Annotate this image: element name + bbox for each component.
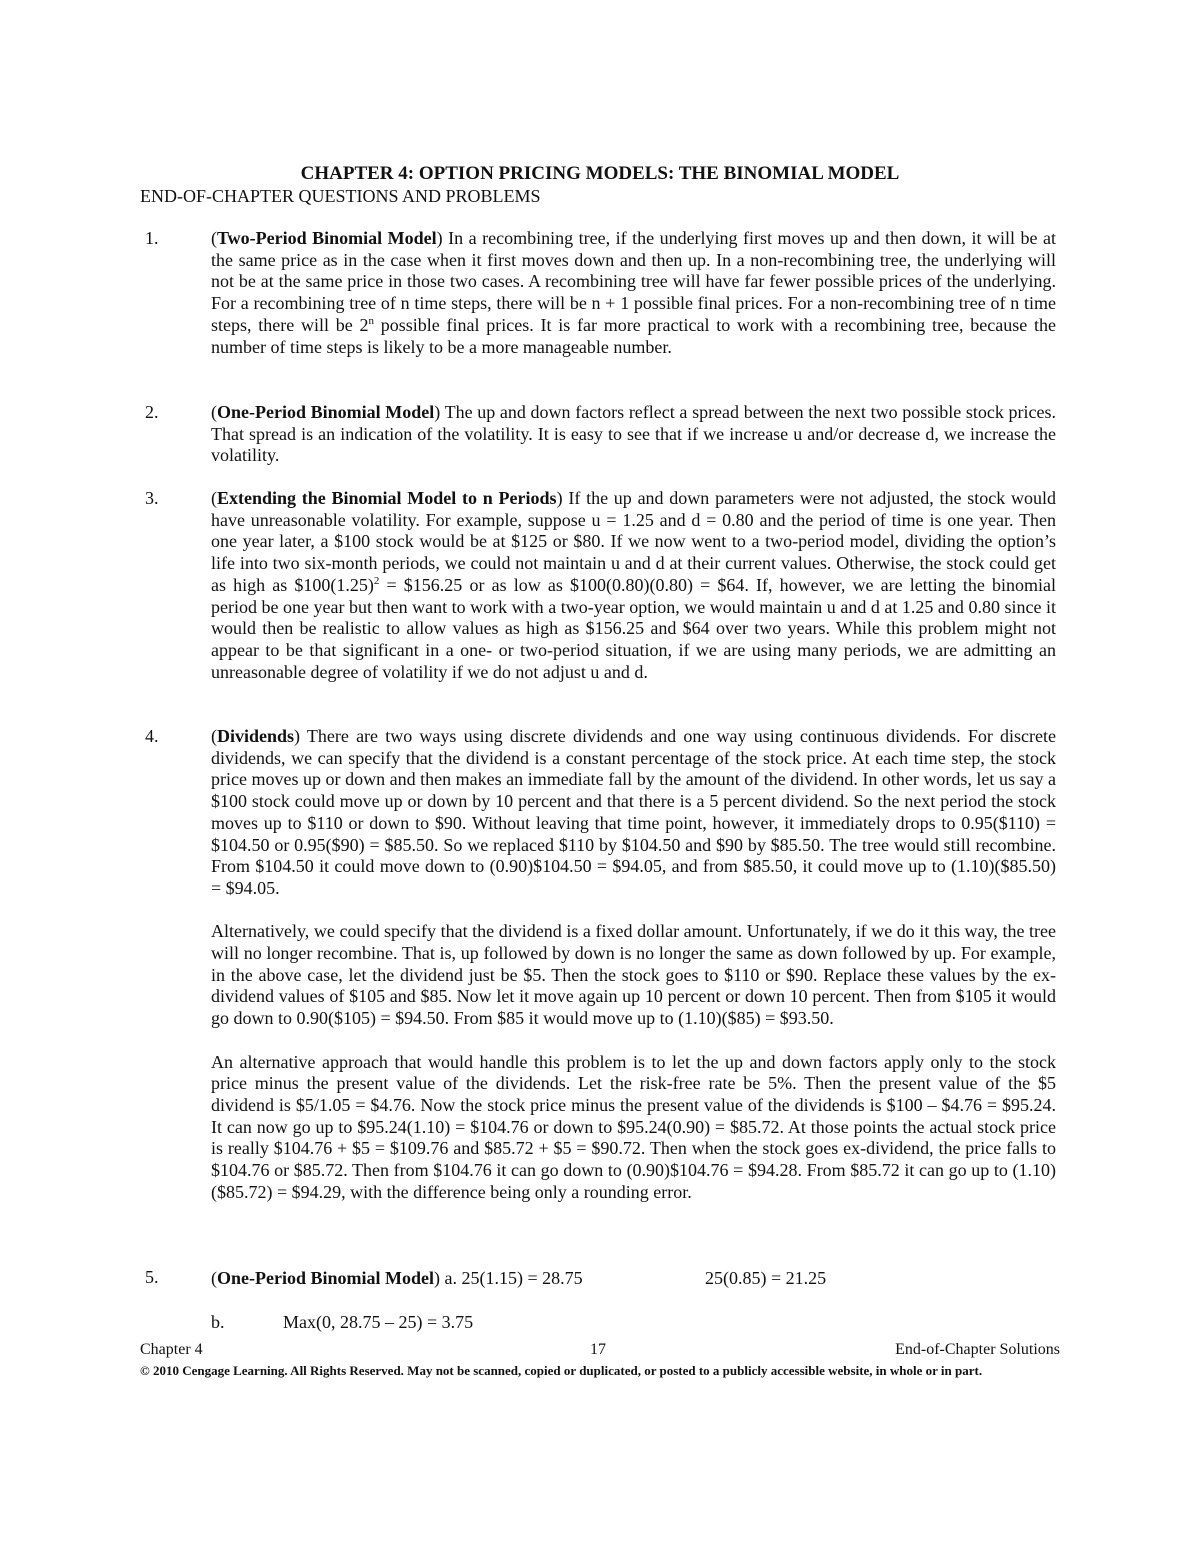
question-heading: One-Period Binomial Model xyxy=(217,1268,434,1288)
question-number: 1. xyxy=(145,228,159,248)
footer-section: End-of-Chapter Solutions xyxy=(895,1341,1060,1358)
question-number: 5. xyxy=(145,1267,159,1287)
answer-text-cont: possible final prices. It is far more practical to work with a recombining tree, because the number of time steps is likely to be a more manageable number. xyxy=(211,314,1056,357)
question-number: 3. xyxy=(145,488,159,508)
question-1 xyxy=(140,228,1060,358)
question-number: 2. xyxy=(145,402,159,422)
question-heading: One-Period Binomial Model xyxy=(217,402,435,422)
calculation: Max(0, 28.75 – 25) = 3.75 xyxy=(283,1312,474,1332)
question-heading: Dividends xyxy=(217,726,295,746)
question-heading: Two-Period Binomial Model xyxy=(217,228,437,248)
question-answer: (Two-Period Binomial Model) In a recombining tree, if the underlying first moves up and then down, it will be at the same price as in the case when it first moves down and then up. In a non-recombining tree, the underlying will not be at the same price in those two cases. A recombining tree will have far fewer possible prices of the underlying. For a recombining tree of n time steps, there will be n + 1 possible final prices. For a non-recombining tree of n time steps, there will be 2$^n$ possible final prices. It is far more practical to work with a recombining tree, because the number of time steps is likely to be a more manageable number. xyxy=(211,228,1056,357)
answer-text-cont: = $156.25 or as low as $100(0.80)(0.80) = $64. If, however, we are letting the binomial period be one year but then want to work with a two-year option, we would maintain u and d at 1.25 and 0.80 since it would then be realistic to allow values as high as $156.25 and $64 over two years. While this problem might not appear to be that significant in a one- or two-period situation, if we are using many periods, we are admitting an unreasonable degree of volatility if we do not adjust u and d. xyxy=(211,574,1056,682)
question-4 xyxy=(140,726,1060,1203)
document-page: CHAPTER 4: OPTION PRICING MODELS: THE BINOMIAL MODEL END-OF-CHAPTER QUESTIONS AND PROBLEMS 1. (Two-Period Binomial Model) In a recombining tree, if the underlying first moves up and then down, it will be at the same price as in the case when it first moves down and then up. In a non-recombining tree, the underlying will not be at the same price in those two cases. A recombining tree will have far fewer possible prices of the underlying. For a recombining tree of n time steps, there will be n + 1 possible final prices. For a non-recombining tree of n time steps, there will be 2$^n$ possible final prices. It is far more practical to work with a recombining tree, because the number of time steps is likely to be a more manageable number. 2. (One-Period Binomial Model) The up and down factors reflect a spread between the next two possible stock prices. That spread is an indication of the volatility. It is easy to see that if we increase u and/or decrease d, we increase the volatility. 3. (Extending the Binomial Model to n Periods) If the up and down parameters were not adjusted, the stock would have unreasonable volatility. For example, suppose u = 1.25 and d = 0.80 and the period of time is one year. Then one year later, a $100 stock would be at $125 or $80. If we now went to a two-period model, dividing the option’s life into two six-month periods, we could not maintain u and d at their current values. Otherwise, the stock could get as high as $\$100(1.25)^2$ = $156.25 or as low as $100(0.80)(0.80) = $64. If, however, we are letting the binomial period be one year but then want to work with a two-year option, we would maintain u and d at 1.25 and 0.80 since it would then be realistic to allow values as high as $156.25 and $64 over two years. While this problem might not appear to be that significant in a one- or two-period situation, if we are using many periods, we are admitting an unreasonable degree of volatility if we do not adjust u and d. 4. (Dividends) There are two ways using discrete dividends and one way using continuous dividends. For discrete dividends, we can specify that the dividend is a constant percentage of the stock price. At each time step, the stock price moves up or down and then makes an immediate fall by the amount of the dividend. In other words, let us say a $100 stock could move up or down by 10 percent and that there is a 5 percent dividend. So the next period the stock moves up to $110 or down to $90. Without leaving that time point, however, it immediately drops to 0.95($110) = $104.50 or 0.95($90) = $85.50. So we replaced $110 by $104.50 and $90 by $85.50. The tree would still recombine. From $104.50 it could move down to (0.90)$104.50 = $94.05, and from $85.50, it could move up to (1.10)($85.50) = $94.05. Alternatively, we could specify that the dividend is a fixed dollar amount. Unfortunately, if we do it this way, the tree will no longer recombine. That is, up followed by down is no longer the same as down followed by up. For example, in the above case, let the dividend just be $5. Then the stock goes to $110 or $90. Replace these values by the ex-dividend values of $105 and $85. Now let it move again up 10 percent or down 10 percent. Then from $105 it would go down to 0.90($105) = $94.50. From $85 it would move up to (1.10)($85) = $93.50. An alternative approach that would handle this problem is to let the up and down factors apply only to the stock price minus the present value of the dividends. Let the risk-free rate be 5%. Then the present value of the $5 dividend is $5/1.05 = $4.76. Now the stock price minus the present value of the dividends is $100 – $4.76 = $95.24. It can now go up to $95.24(1.10) = $104.76 or down to $95.24(0.90) = $85.72. At those points the actual stock price is really $104.76 + $5 = $109.76 and $85.72 + $5 = $90.72. Then when the stock goes ex-dividend, the price falls to $104.76 or $85.72. Then from $104.76 it can go down to (0.90)$104.76 = $94.28. From $85.72 it can go up to (1.10)($85.72) = $94.29, with the difference being only a rounding error. 5. (One-Period Binomial Model) a. 25(1.15) = 28.75 25(0.85) = 21.25 b. Max(0, 28.75 – 25) = 3.75 Chapter 4 17 End-of-Chapter Solutions © 2010 Cengage Learning. All Rights Reserved. May not be scanned, copied or duplicated, or posted to a publicly accessible website, in whole or in part. xyxy=(140,163,1060,1378)
copyright-notice: © 2010 Cengage Learning. All Rights Reserved. May not be scanned, copied or duplicated, or posted to a publicly accessible website, in whole or in part. xyxy=(140,1363,983,1378)
footer-chapter: Chapter 4 xyxy=(140,1341,203,1358)
question-answer: (Extending the Binomial Model to n Periods) If the up and down parameters were not adjusted, the stock would have unreasonable volatility. For example, suppose u = 1.25 and d = 0.80 and the period of time is one year. Then one year later, a $100 stock would be at $125 or $80. If we now went to a two-period model, dividing the option’s life into two six-month periods, we could not maintain u and d at their current values. Otherwise, the stock could get as high as $\$100(1.25)^2$ = $156.25 or as low as $100(0.80)(0.80) = $64. If, however, we are letting the binomial period be one year but then want to work with a two-year option, we would maintain u and d at 1.25 and 0.80 since it would then be realistic to allow values as high as $156.25 and $64 over two years. While this problem might not appear to be that significant in a one- or two-period situation, if we are using many periods, we are admitting an unreasonable degree of volatility if we do not adjust u and d. xyxy=(211,488,1056,682)
chapter-title: CHAPTER 4: OPTION PRICING MODELS: THE BINOMIAL MODEL xyxy=(300,163,900,184)
answer-text: There are two ways using discrete dividends and one way using continuous dividends. For discrete dividends, we can specify that the dividend is a constant percentage of the stock price. At each time step, the stock price moves up or down and then makes an immediate fall by the amount of the dividend. In other words, let us say a $100 stock could move up or down by 10 percent and that there is a 5 percent dividend. So the next period the stock moves up to $110 or down to $90. Without leaving that time point, however, it immediately drops to 0.95($110) = $104.50 or 0.95($90) = $85.50. So we replaced $110 by $104.50 and $90 by $85.50. The tree would still recombine. From $104.50 it could move down to (0.90)$104.50 = $94.05, and from $85.50, it could move up to (1.10)($85.50) = $94.05. xyxy=(211,726,1056,898)
exponent: n xyxy=(368,314,375,327)
question-heading: Extending the Binomial Model to n Periods xyxy=(217,488,557,508)
question-answer: (One-Period Binomial Model) The up and down factors reflect a spread between the next two possible stock prices. That spread is an indication of the volatility. It is easy to see that if we increase u and/or decrease d, we increase the volatility. xyxy=(211,402,1057,466)
question-2 xyxy=(140,402,1060,467)
part-label: b. xyxy=(211,1312,225,1332)
question-answer: (Dividends) There are two ways using discrete dividends and one way using continuous dividends. For discrete dividends, we can specify that the dividend is a constant percentage of the stock price. At each time step, the stock price moves up or down and then makes an immediate fall by the amount of the dividend. In other words, let us say a $100 stock could move up or down by 10 percent and that there is a 5 percent dividend. So the next period the stock moves up to $110 or down to $90. Without leaving that time point, however, it immediately drops to 0.95($110) = $104.50 or 0.95($90) = $85.50. So we replaced $110 by $104.50 and $90 by $85.50. The tree would still recombine. From $104.50 it could move down to (0.90)$104.50 = $94.05, and from $85.50, it could move up to (1.10)($85.50) = $94.05. Alternatively, we could specify that the dividend is a fixed dollar amount. Unfortunately, if we do it this way, the tree will no longer recombine. That is, up followed by down is no longer the same as down followed by up. For example, in the above case, let the dividend just be $5. Then the stock goes to $110 or $90. Replace these values by the ex-dividend values of $105 and $85. Now let it move again up 10 percent or down 10 percent. Then from $105 it would go down to 0.90($105) = $94.50. From $85 it would move up to (1.10)($85) = $93.50. An alternative approach that would handle this problem is to let the up and down factors apply only to the stock price minus the present value of the dividends. Let the risk-free rate be 5%. Then the present value of the $5 dividend is $5/1.05 = $4.76. Now the stock price minus the present value of the dividends is $100 – $4.76 = $95.24. It can now go up to $95.24(1.10) = $104.76 or down to $95.24(0.90) = $85.72. At those points the actual stock price is really $104.76 + $5 = $109.76 and $85.72 + $5 = $90.72. Then when the stock goes ex-dividend, the price falls to $104.76 or $85.72. Then from $104.76 it can go down to (0.90)$104.76 = $94.28. From $85.72 it can go up to (1.10)($85.72) = $94.29, with the difference being only a rounding error. xyxy=(211,726,1056,1202)
calculation-2: 25(0.85) = 21.25 xyxy=(705,1268,827,1288)
section-subtitle: END-OF-CHAPTER QUESTIONS AND PROBLEMS xyxy=(140,186,541,206)
answer-paragraph-2: Alternatively, we could specify that the dividend is a fixed dollar amount. Unfortunately, if we do it this way, the tree will no longer recombine. That is, up followed by down is no longer the same as down followed by up. For example, in the above case, let the dividend just be $5. Then the stock goes to $110 or $90. Replace these values by the ex-dividend values of $105 and $85. Now let it move again up 10 percent or down 10 percent. Then from $105 it would go down to 0.90($105) = $94.50. From $85 it would move up to (1.10)($85) = $93.50. xyxy=(211,921,1056,1029)
part-label: a. xyxy=(444,1268,457,1288)
answer-text: In a recombining tree, if the underlying first moves up and then down, it will be at the same price as in the case when it first moves down and then up. In a non-recombining tree, the underlying will not be at the same price in those two cases. A recombining tree will have far fewer possible prices of the underlying. For a recombining tree of n time steps, there will be n + 1 possible final prices. For a non-recombining tree of n time steps, there will be 2 xyxy=(211,228,1056,335)
page-number: 17 xyxy=(590,1341,606,1358)
question-3 xyxy=(140,488,1060,683)
exponent: 2 xyxy=(373,574,380,587)
answer-paragraph-3: An alternative approach that would handle this problem is to let the up and down factors apply only to the stock price minus the present value of the dividends. Let the risk-free rate be 5%. Then the present value of the $5 dividend is $5/1.05 = $4.76. Now the stock price minus the present value of the dividends is $100 – $4.76 = $95.24. It can now go up to $95.24(1.10) = $104.76 or down to $95.24(0.90) = $85.72. At those points the actual stock price is really $104.76 + $5 = $109.76 and $85.72 + $5 = $90.72. Then when the stock goes ex-dividend, the price falls to $104.76 or $85.72. Then from $104.76 it can go down to (0.90)$104.76 = $94.28. From $85.72 it can go up to (1.10)($85.72) = $94.29, with the difference being only a rounding error. xyxy=(211,1051,1056,1202)
answer-text: If the up and down parameters were not adjusted, the stock would have unreasonable volatility. For example, suppose u = 1.25 and d = 0.80 and the period of time is one year. Then one year later, a $100 stock would be at $125 or $80. If we now went to a two-period model, dividing the option’s life into two six-month periods, we could not maintain u and d at their current values. Otherwise, the stock could get as high as $100(1.25) xyxy=(211,488,1056,595)
question-number: 4. xyxy=(145,726,159,746)
answer-text: The up and down factors reflect a spread between the next two possible stock prices. That spread is an indication of the volatility. It is easy to see that if we increase u and/or decrease d, we increase the volatility. xyxy=(211,402,1057,466)
calculation: 25(1.15) = 28.75 xyxy=(461,1268,583,1288)
